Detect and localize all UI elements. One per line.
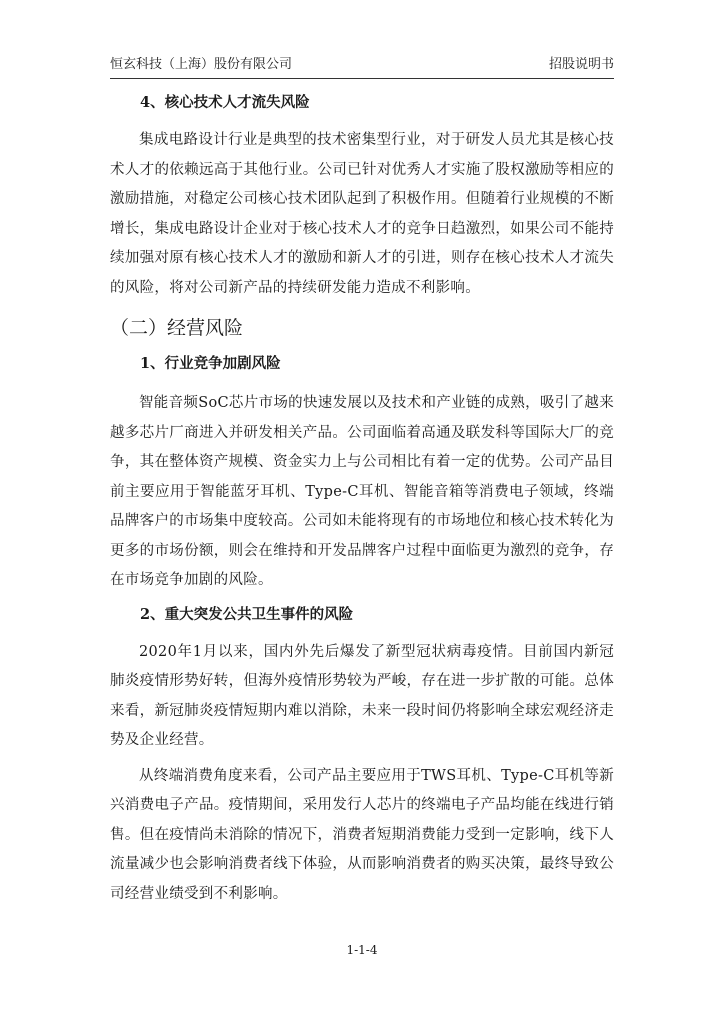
paragraph-core-talent-risk: 集成电路设计行业是典型的技术密集型行业，对于研发人员尤其是核心技术人才的依赖远高于其他行业。公司已针对优秀人才实施了股权激励等相应的激励措施，对稳定公司核心技术团队起到了积极作用。但随着行业规模的不断增长，集成电路设计企业对于核心技术人才的竞争日趋激烈，如果公司不能持续加强对原有核心技术人才的激励和新人才的引进，则存在核心技术人才流失的风险，将对公司新产品的持续研发能力造成不利影响。 (110, 132, 614, 296)
section-heading-core-talent-risk: 4、核心技术人才流失风险 (140, 94, 310, 111)
part-heading-operating-risk: （二）经营风险 (110, 317, 244, 339)
section-heading-competition-risk: 1、行业竞争加剧风险 (140, 355, 281, 372)
paragraph-public-health-risk-1: 2020年1月以来，国内外先后爆发了新型冠状病毒疫情。目前国内新冠肺炎疫情形势好转，但海外疫情形势较为严峻，存在进一步扩散的可能。总体来看，新冠肺炎疫情短期内难以消除，未来一段时间仍将影响全球宏观经济走势及企业经营。 (110, 643, 614, 748)
page-header (110, 56, 614, 79)
section-heading-public-health-risk: 2、重大突发公共卫生事件的风险 (140, 605, 354, 623)
header-document-type: 招股说明书 (548, 57, 614, 72)
paragraph-public-health-risk-2: 从终端消费角度来看，公司产品主要应用于TWS耳机、Type-C耳机等新兴消费电子产品。疫情期间，采用发行人芯片的终端电子产品均能在线进行销售。但在疫情尚未消除的情况下，消费者短期消费能力受到一定影响，线下人流量减少也会影响消费者线下体验，从而影响消费者的购买决策，最终导致公司经营业绩受到不利影响。 (110, 767, 614, 902)
header-company-name: 恒玄科技（上海）股份有限公司 (110, 57, 293, 72)
paragraph-competition-risk: 智能音频SoC芯片市场的快速发展以及技术和产业链的成熟，吸引了越来越多芯片厂商进入并研发相关产品。公司面临着高通及联发科等国际大厂的竞争，其在整体资产规模、资金实力上与公司相比有着一定的优势。公司产品目前主要应用于智能蓝牙耳机、Type-C耳机、智能音箱等消费电子领域，终端品牌客户的市场集中度较高。公司如未能将现有的市场地位和核心技术转化为更多的市场份额，则会在维持和开发品牌客户过程中面临更为激烈的竞争，存在市场竞争加剧的风险。 (110, 395, 614, 588)
page-number: 1-1-4 (346, 943, 378, 957)
document-body (110, 90, 614, 909)
